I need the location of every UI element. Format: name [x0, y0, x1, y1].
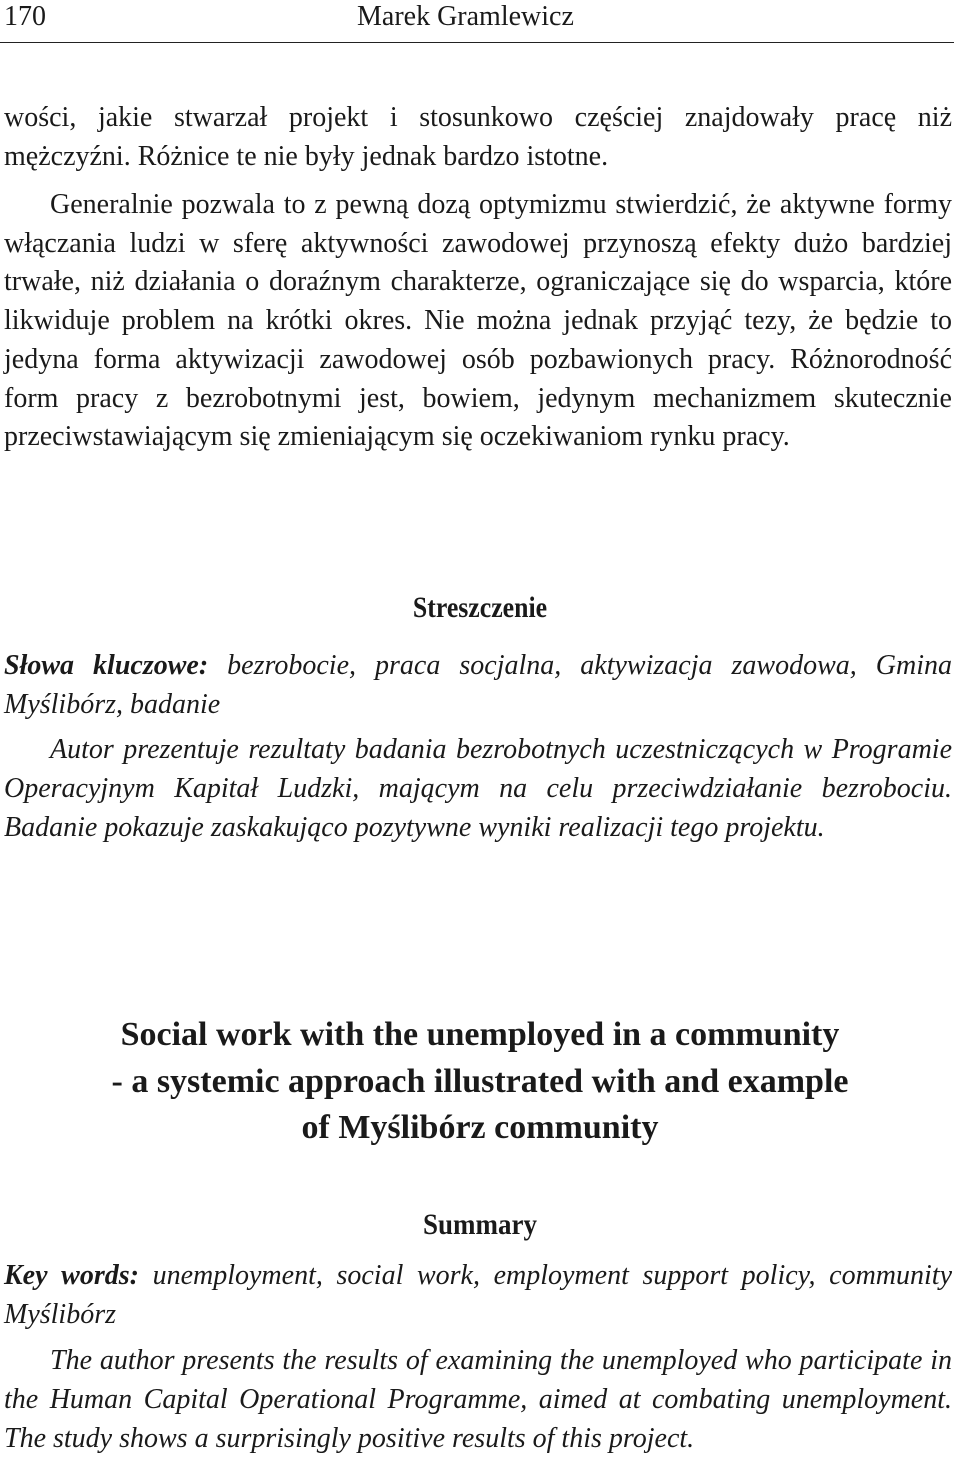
- english-abstract-text: The author presents the results of examining the unemployed who participate in the Human Capital Operational Programme, aimed at combating unemployment. The study shows a surprisingly positive results of this project.: [4, 1345, 952, 1454]
- english-title-line-3: of Myślibórz community: [301, 1109, 659, 1146]
- streszczenie-heading: Streszczenie: [412, 591, 548, 624]
- polish-keywords: [4, 646, 952, 724]
- english-title-line-2: - a systemic approach illustrated with and example: [111, 1062, 849, 1100]
- english-title-line-1: Social work with the unemployed in a community: [120, 1016, 840, 1053]
- english-keywords-label: Key words:: [4, 1260, 139, 1291]
- body-paragraph-2-text: Generalnie pozwala to z pewną dozą optymizmu stwierdzić, że aktywne formy włączania ludzi w sferę aktywności zawodowej przynoszą efekty dużo bardziej trwałe, niż działania o doraźnym charakterze, ograniczające się do wsparcia, które likwiduje problem na krótki okres. Nie można jednak przyjąć tezy, że będzie to jedyna forma aktywizacji zawodowej osób pozbawionych pracy. Różnorodność form pracy z bezrobotnymi jest, bowiem, jedynym mechanizmem skutecznie przeciwstawiającym się zmieniającym się oczekiwaniom rynku pracy.: [4, 189, 952, 453]
- english-abstract: [4, 1341, 952, 1458]
- english-keywords: [4, 1256, 952, 1334]
- english-keywords-text: unemployment, social work, employment support policy, community Myślibórz: [4, 1260, 953, 1330]
- page-number: 170: [4, 1, 46, 32]
- body-paragraph-2: [4, 186, 952, 457]
- summary-heading: Summary: [422, 1208, 537, 1241]
- polish-abstract: [4, 730, 952, 847]
- polish-abstract-text: Autor prezentuje rezultaty badania bezrobotnych uczestniczących w Programie Operacyjnym Kapitał Ludzki, mającym na celu przeciwdziałanie bezrobociu. Badanie pokazuje zaskakująco pozytywne wyniki realizacji tego projektu.: [4, 734, 952, 843]
- english-article-title: [0, 1012, 960, 1152]
- polish-keywords-label: Słowa kluczowe:: [4, 650, 209, 681]
- body-paragraph-1: wości, jakie stwarzał projekt i stosunkowo częściej znajdowały pracę niż mężczyźni. Różnice te nie były jednak bardzo istotne.: [4, 102, 952, 172]
- running-header-author: Marek Gramlewicz: [357, 1, 574, 32]
- polish-keywords-text: bezrobocie, praca socjalna, aktywizacja zawodowa, Gmina Myślibórz, badanie: [4, 650, 952, 720]
- running-header: [0, 0, 954, 43]
